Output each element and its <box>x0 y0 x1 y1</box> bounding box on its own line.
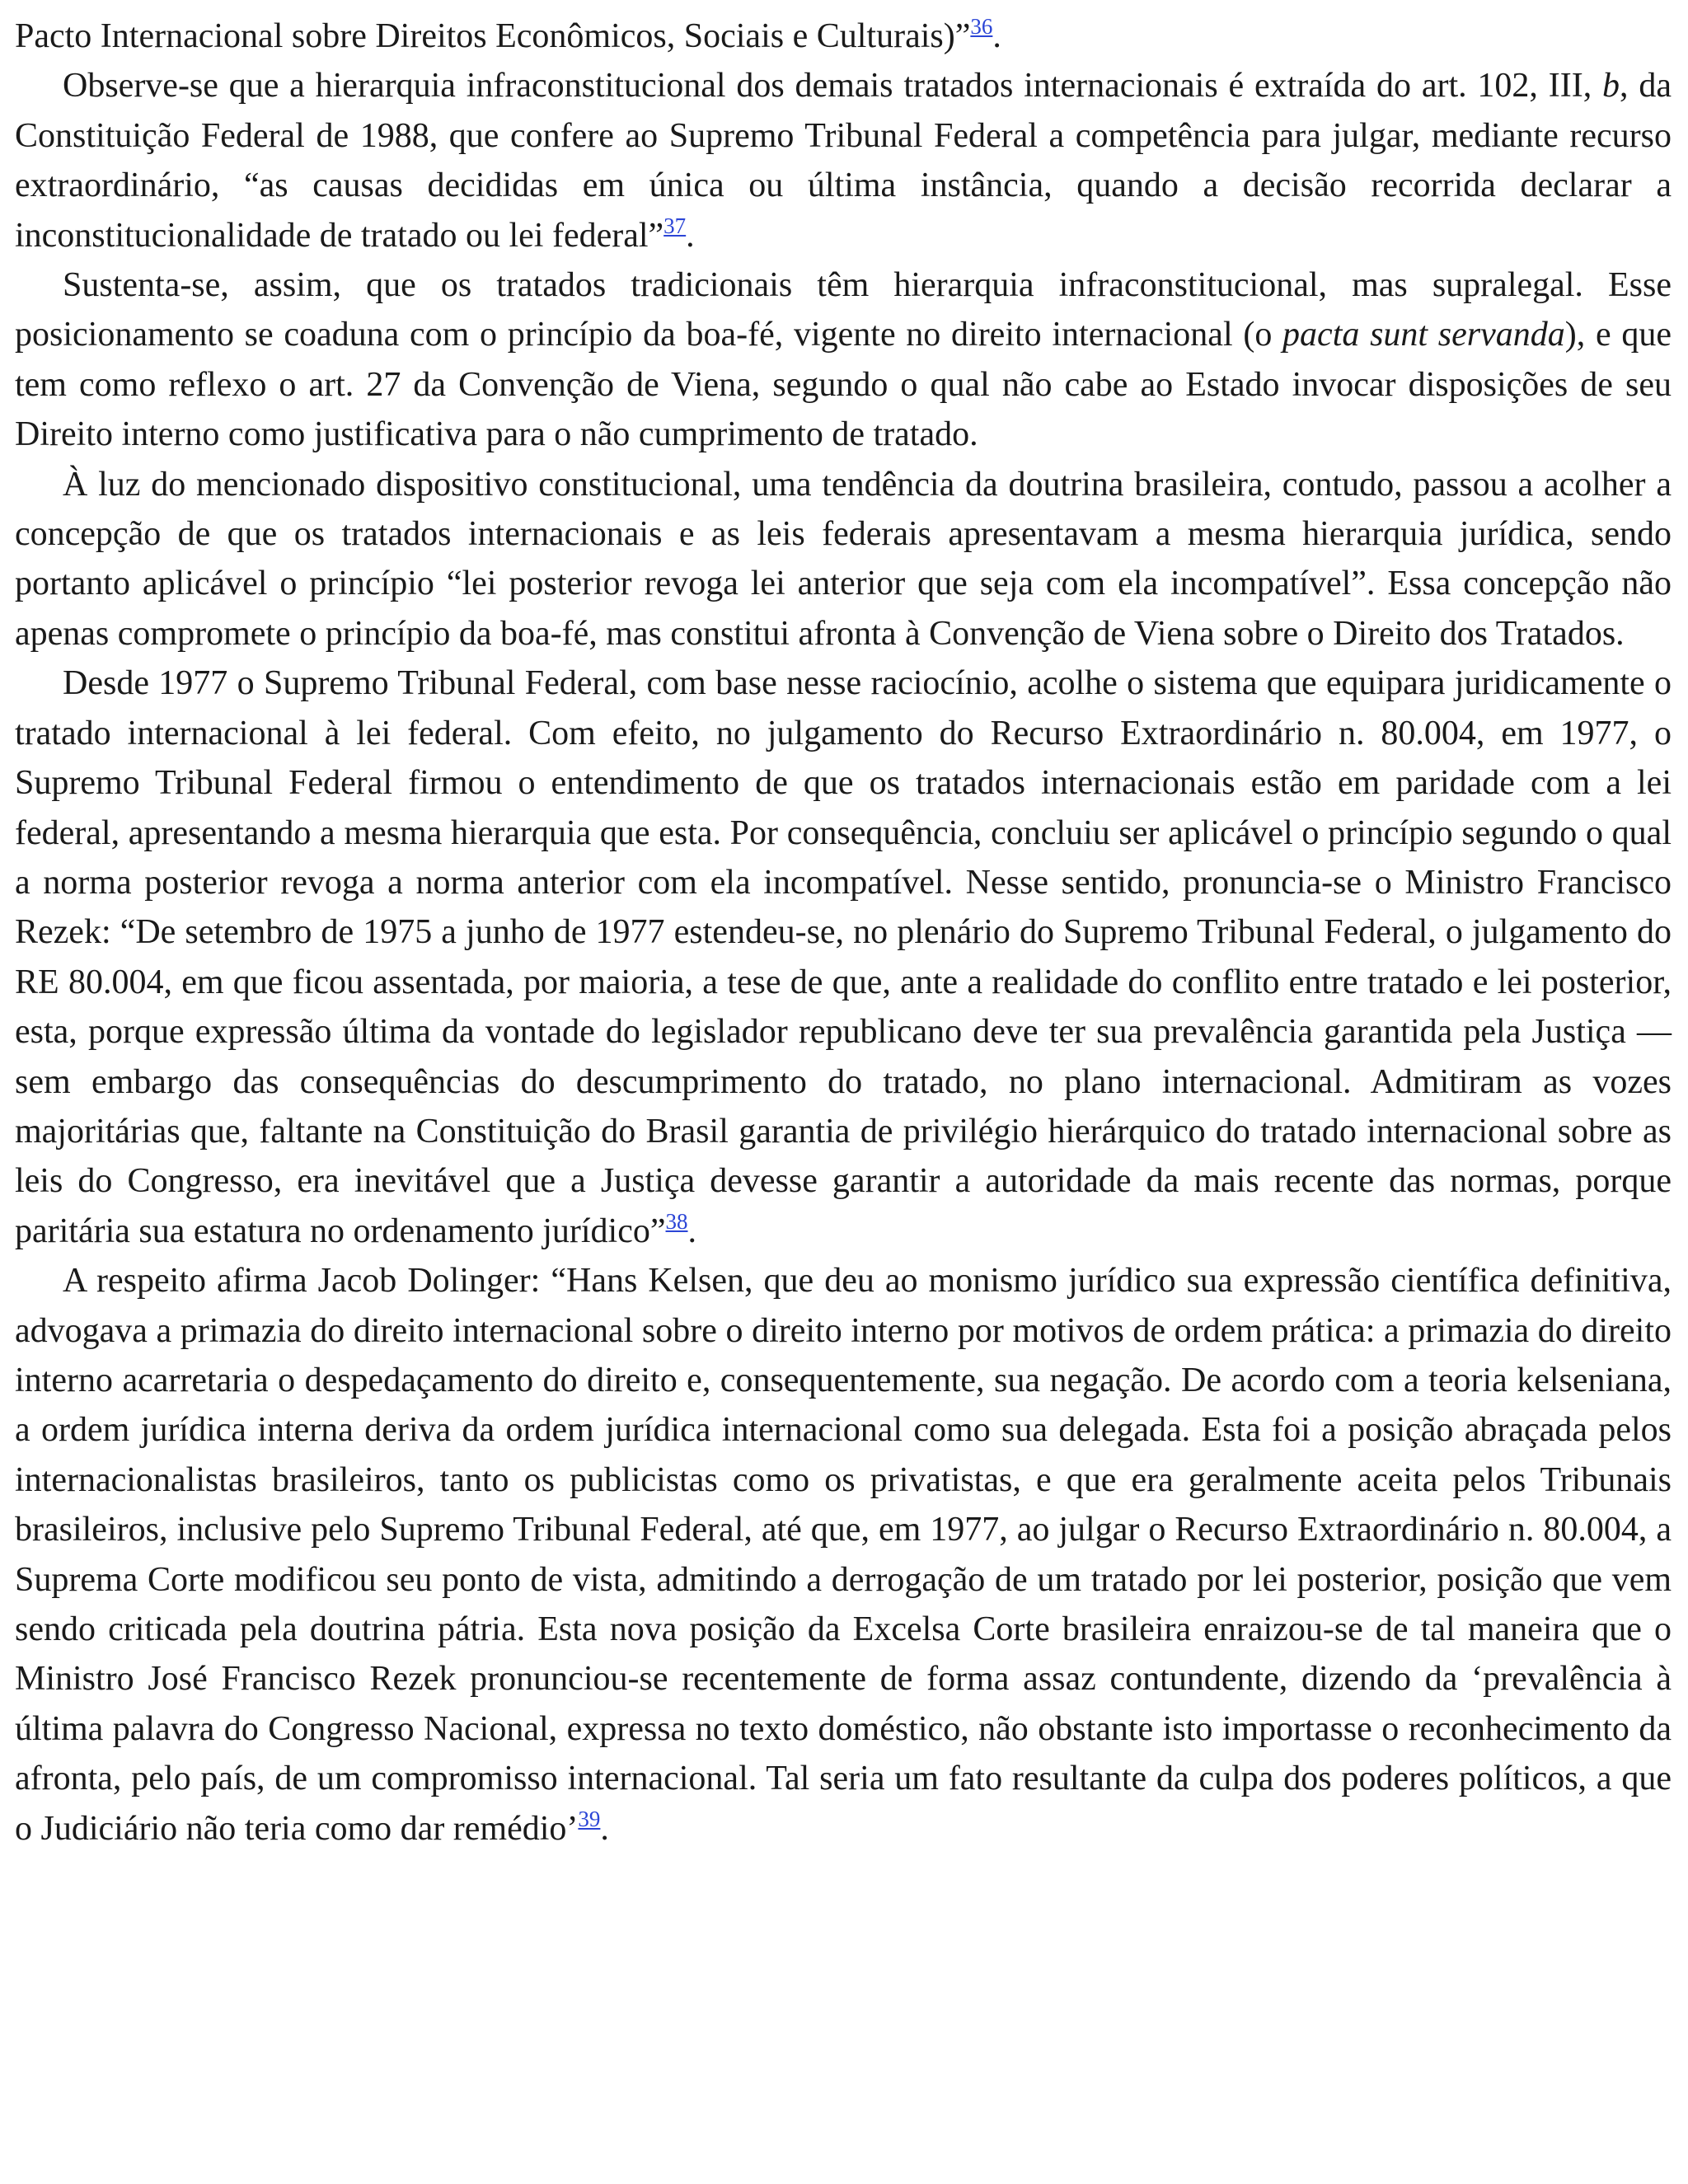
text-run: Desde 1977 o Supremo Tribunal Federal, com base nesse raciocínio, acolhe o sistema que equipara juridicamente o tratado internacional à lei federal. Com efeito, no julgamento do Recurso Extraordinário n. 80.004, em 1977, o Supremo Tribunal Federal firmou o entendimento de que os tratados internacionais estão em paridade com a lei federal, apresentando a mesma hierarquia que esta. Por consequência, concluiu ser aplicável o princípio segundo o qual a norma posterior revoga a norma anterior com ela incompatível. Nesse sentido, pronuncia-se o Ministro Francisco Rezek: “De setembro de 1975 a junho de 1977 estendeu-se, no plenário do Supremo Tribunal Federal, o julgamento do RE 80.004, em que ficou assentada, por maioria, a tese de que, ante a realidade do conflito entre tratado e lei posterior, esta, porque expressão última da vontade do legislador republicano deve ter sua prevalência garantida pela Justiça — sem embargo das consequências do descumprimento do tratado, no plano internacional. Admitiram as vozes majoritárias que, faltante na Constituição do Brasil garantia de privilégio hierárquico do tratado internacional sobre as leis do Congresso, era inevitável que a Justiça devesse garantir a autoridade da mais recente das normas, porque paritária sua estatura no ordenamento jurídico” <box>15 664 1672 1250</box>
footnote-link-38[interactable]: 38 <box>665 1208 688 1234</box>
text-run: . <box>687 1212 697 1250</box>
document-page <box>15 12 1672 1854</box>
italic-text: b <box>1602 67 1620 105</box>
text-run: , da Constituição Federal de 1988, que confere ao Supremo Tribunal Federal a competência para julgar, mediante recurso extraordinário, “as causas decididas em única ou última instância, quando a decisão recorrida declarar a inconstitucionalidade de tratado ou lei federal” <box>15 67 1672 255</box>
text-run: ), e que tem como reflexo o art. 27 da Convenção de Viena, segundo o qual não cabe ao Estado invocar disposições de seu Direito interno como justificativa para o não cumprimento de tratado. <box>15 316 1672 454</box>
footnote-link-36[interactable]: 36 <box>970 14 993 39</box>
footnote-link-39[interactable]: 39 <box>578 1806 601 1831</box>
paragraph-4 <box>15 460 1672 659</box>
paragraph-5 <box>15 658 1672 1256</box>
text-run: . <box>686 216 695 255</box>
text-run: Pacto Internacional sobre Direitos Econômicos, Sociais e Culturais)” <box>15 17 971 55</box>
footnote-link-37[interactable]: 37 <box>663 213 687 238</box>
text-run: Sustenta-se, assim, que os tratados tradicionais têm hierarquia infraconstitucional, mas supralegal. Esse posicionamento se coaduna com o princípio da boa-fé, vigente no direito internacional (o <box>15 266 1672 354</box>
paragraph-6 <box>15 1256 1672 1854</box>
paragraph-2 <box>15 61 1672 260</box>
text-run: . <box>992 17 1001 55</box>
paragraph-1 <box>15 12 1672 61</box>
italic-text: pacta sunt servanda <box>1282 316 1565 354</box>
text-run: À luz do mencionado dispositivo constitucional, uma tendência da doutrina brasileira, contudo, passou a acolher a concepção de que os tratados internacionais e as leis federais apresentavam a mesma hierarquia jurídica, sendo portanto aplicável o princípio “lei posterior revoga lei anterior que seja com ela incompatível”. Essa concepção não apenas compromete o princípio da boa-fé, mas constitui afronta à Convenção de Viena sobre o Direito dos Tratados. <box>15 465 1672 653</box>
text-run: . <box>600 1809 609 1848</box>
text-run: A respeito afirma Jacob Dolinger: “Hans Kelsen, que deu ao monismo jurídico sua expressão científica definitiva, advogava a primazia do direito internacional sobre o direito interno por motivos de ordem prática: a primazia do direito interno acarretaria o despedaçamento do direito e, consequentemente, sua negação. De acordo com a teoria kelseniana, a ordem jurídica interna deriva da ordem jurídica internacional como sua delegada. Esta foi a posição abraçada pelos internacionalistas brasileiros, tanto os publicistas como os privatistas, e que era geralmente aceita pelos Tribunais brasileiros, inclusive pelo Supremo Tribunal Federal, até que, em 1977, ao julgar o Recurso Extraordinário n. 80.004, a Suprema Corte modificou seu ponto de vista, admitindo a derrogação de um tratado por lei posterior, posição que vem sendo criticada pela doutrina pátria. Esta nova posição da Excelsa Corte brasileira enraizou-se de tal maneira que o Ministro José Francisco Rezek pronunciou-se recentemente de forma assaz contundente, dizendo da ‘prevalência à última palavra do Congresso Nacional, expressa no texto doméstico, não obstante isto importasse o reconhecimento da afronta, pelo país, de um compromisso internacional. Tal seria um fato resultante da culpa dos poderes políticos, a que o Judiciário não teria como dar remédio’ <box>15 1262 1672 1848</box>
paragraph-3 <box>15 260 1672 460</box>
text-run: Observe-se que a hierarquia infraconstitucional dos demais tratados internacionais é extraída do art. 102, III, <box>63 67 1603 105</box>
